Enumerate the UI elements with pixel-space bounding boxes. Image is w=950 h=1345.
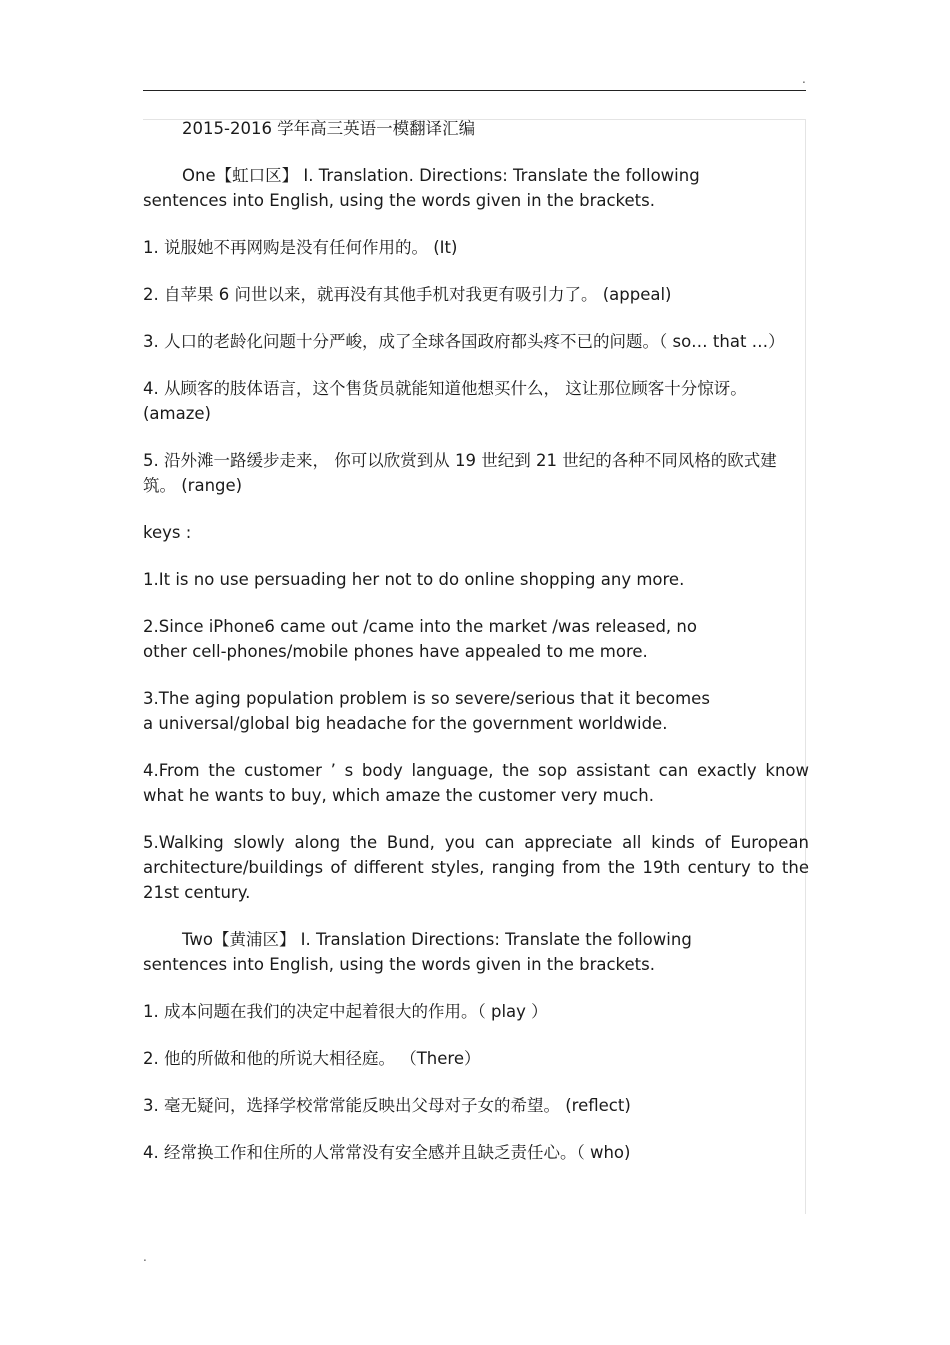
section-two-question: 1. 成本问题在我们的决定中起着很大的作用。（ play ） bbox=[143, 1002, 548, 1021]
section-one-question: 3. 人口的老龄化问题十分严峻，成了全球各国政府都头疼不已的问题。（ so… that …） bbox=[143, 332, 785, 351]
section-one-question: 5. 沿外滩一路缓步走来， 你可以欣赏到从 19 世纪到 21 世纪的各种不同风格的欧式建筑。 (range) bbox=[143, 451, 777, 495]
header-rule bbox=[143, 90, 806, 91]
section-one-key: 1.It is no use persuading her not to do online shopping any more. bbox=[143, 570, 685, 589]
keys-label: keys : bbox=[143, 523, 192, 542]
section-two-question: 3. 毫无疑问，选择学校常常能反映出父母对子女的希望。 (reflect) bbox=[143, 1096, 631, 1115]
section-one-key: 2.Since iPhone6 came out /came into the market /was released, no other cell-phones/mobile phones have appealed to me more. bbox=[143, 617, 697, 661]
section-one-question: 4. 从顾客的肢体语言，这个售货员就能知道他想买什么， 这让那位顾客十分惊讶。(amaze) bbox=[143, 379, 747, 423]
section-one-key: 4.From the customer ’ s body language, the sop assistant can exactly know what he wants to buy, which amaze the customer very much. bbox=[143, 761, 809, 805]
section-one-key: 5.Walking slowly along the Bund, you can appreciate all kinds of European architecture/buildings of different styles, ranging from the 19th century to the 21st century. bbox=[143, 833, 809, 902]
section-one-question: 2. 自苹果 6 问世以来，就再没有其他手机对我更有吸引力了。 (appeal) bbox=[143, 285, 672, 304]
section-one-question: 1. 说服她不再网购是没有任何作用的。 (It) bbox=[143, 238, 458, 257]
header-corner-mark: . bbox=[802, 72, 806, 86]
section-two-intro: Two【黄浦区】 I. Translation Directions: Translate the following sentences into English, using the words given in the brackets. bbox=[143, 930, 692, 974]
section-one-intro: One【虹口区】 I. Translation. Directions: Translate the following sentences into English, using the words given in the brackets. bbox=[143, 166, 700, 210]
section-one-key: 3.The aging population problem is so severe/serious that it becomes a universal/global big headache for the government worldwide. bbox=[143, 689, 710, 733]
footer-corner-mark: . bbox=[143, 1250, 147, 1264]
section-two-question: 4. 经常换工作和住所的人常常没有安全感并且缺乏责任心。（ who) bbox=[143, 1143, 631, 1162]
document-body bbox=[143, 116, 809, 1187]
section-two-question: 2. 他的所做和他的所说大相径庭。 （There） bbox=[143, 1049, 481, 1068]
document-title: 2015-2016 学年高三英语一模翻译汇编 bbox=[182, 119, 476, 138]
